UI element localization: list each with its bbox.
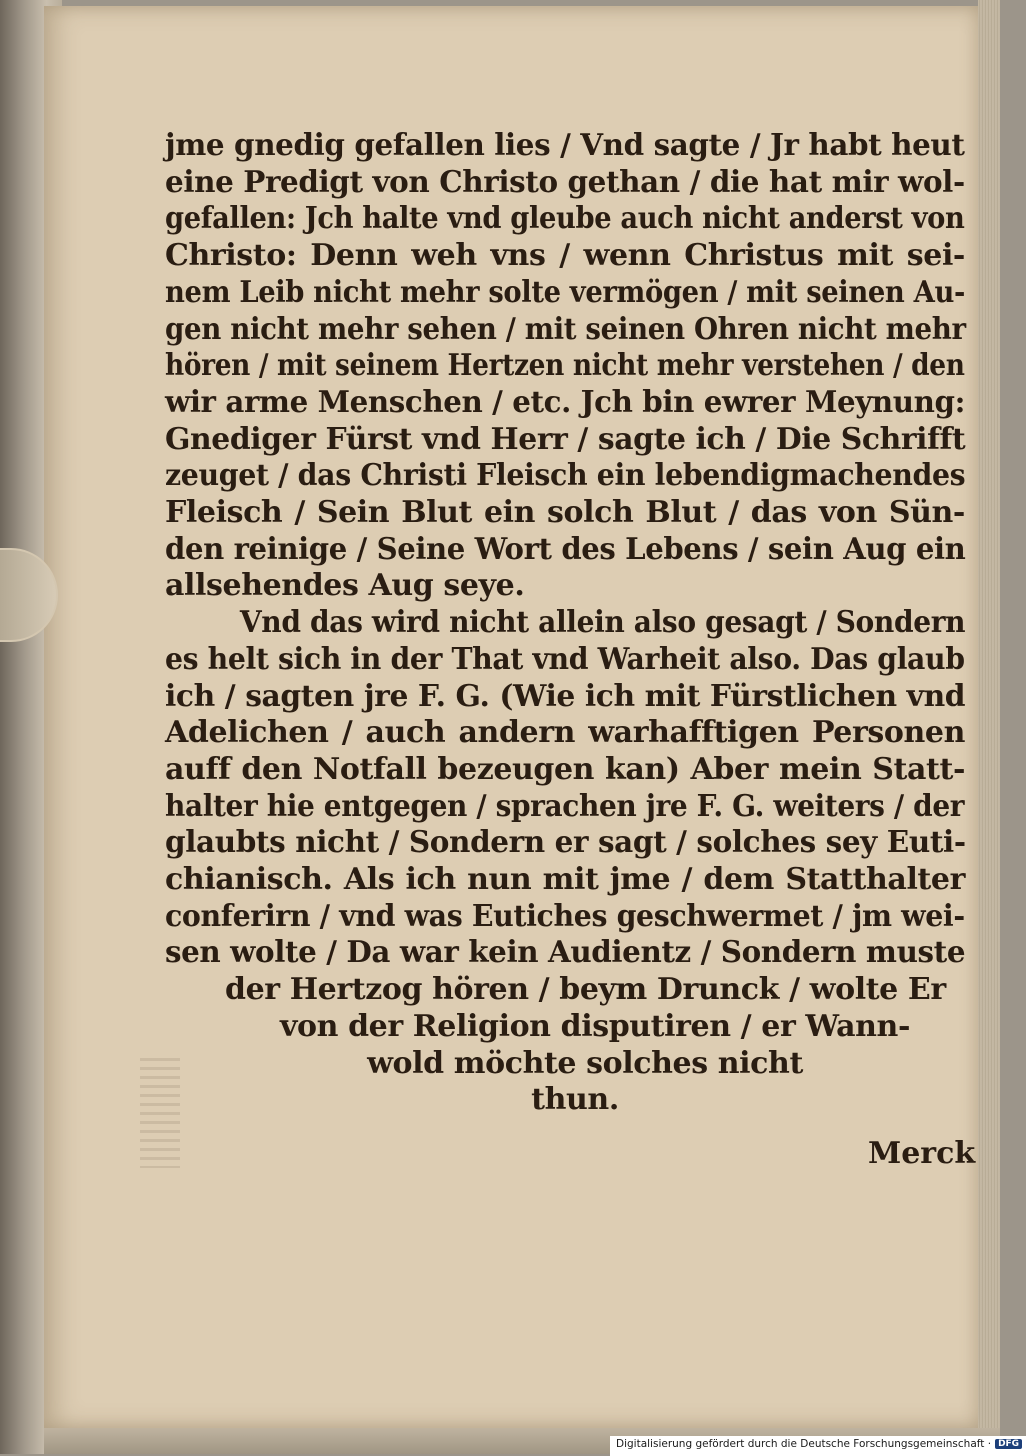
- page-edges: [978, 0, 1000, 1454]
- text-line: von der Religion disputiren / er Wann-: [279, 1008, 911, 1044]
- text-line: gen nicht mehr sehen / mit seinen Ohren nicht mehr: [165, 311, 966, 347]
- text-line: allsehendes Aug seye.: [165, 568, 525, 604]
- digitization-footer: [610, 1436, 1026, 1456]
- text-line: jme gnedig gefallen lies / Vnd sagte / Jr habt heut: [165, 128, 965, 163]
- text-line: eine Predigt von Christo gethan / die hat mir wol-: [165, 164, 965, 200]
- text-line: sen wolte / Da war kein Audientz / Sondern muste: [165, 935, 966, 971]
- text-line: ich / sagten jre F. G. (Wie ich mit Fürstlichen vnd: [165, 678, 966, 714]
- text-line: thun.: [531, 1082, 619, 1118]
- text-line: wold möchte solches nicht: [367, 1045, 803, 1081]
- text-line: chianisch. Als ich nun mit jme / dem Statthalter: [165, 862, 965, 898]
- page-text: [165, 128, 965, 1119]
- text-line: Fleisch / Sein Blut ein solch Blut / das von Sün-: [165, 495, 965, 531]
- text-line: Christo: Denn weh vns / wenn Christus mit sei-: [165, 238, 965, 274]
- text-line: der Hertzog hören / beym Drunck / wolte Er: [225, 972, 946, 1008]
- text-line: wir arme Menschen / etc. Jch bin ewrer Meynung:: [165, 384, 966, 420]
- text-line: gefallen: Jch halte vnd gleube auch nicht anderst von: [165, 201, 965, 237]
- text-line: hören / mit seinem Hertzen nicht mehr verstehen / den: [165, 348, 965, 384]
- text-line: zeuget / das Christi Fleisch ein lebendigmachendes: [165, 458, 966, 494]
- text-line: auff den Notfall bezeugen kan) Aber mein Statt-: [165, 751, 965, 787]
- text-line: Vnd das wird nicht allein also gesagt / Sondern: [239, 605, 966, 641]
- footer-credit: Digitalisierung gefördert durch die Deutsche Forschungsgemeinschaft ·: [616, 1438, 992, 1450]
- dfg-logo: DFG: [995, 1439, 1022, 1449]
- text-line: es helt sich in der That vnd Warheit also. Das glaub: [165, 641, 965, 677]
- catchword: Merck: [868, 1136, 976, 1171]
- text-line: Adelichen / auch andern warhafftigen Personen: [165, 715, 965, 751]
- text-line: conferirn / vnd was Eutiches geschwermet / jm wei-: [165, 898, 965, 934]
- text-line: halter hie entgegen / sprachen jre F. G. weiters / der: [165, 788, 965, 824]
- text-line: nem Leib nicht mehr solte vermögen / mit seinen Au-: [165, 274, 965, 310]
- text-line: glaubts nicht / Sondern er sagt / solches sey Euti-: [165, 825, 966, 861]
- text-line: den reinige / Seine Wort des Lebens / sein Aug ein: [165, 531, 966, 567]
- text-line: Gnediger Fürst vnd Herr / sagte ich / Die Schrifft: [165, 421, 966, 457]
